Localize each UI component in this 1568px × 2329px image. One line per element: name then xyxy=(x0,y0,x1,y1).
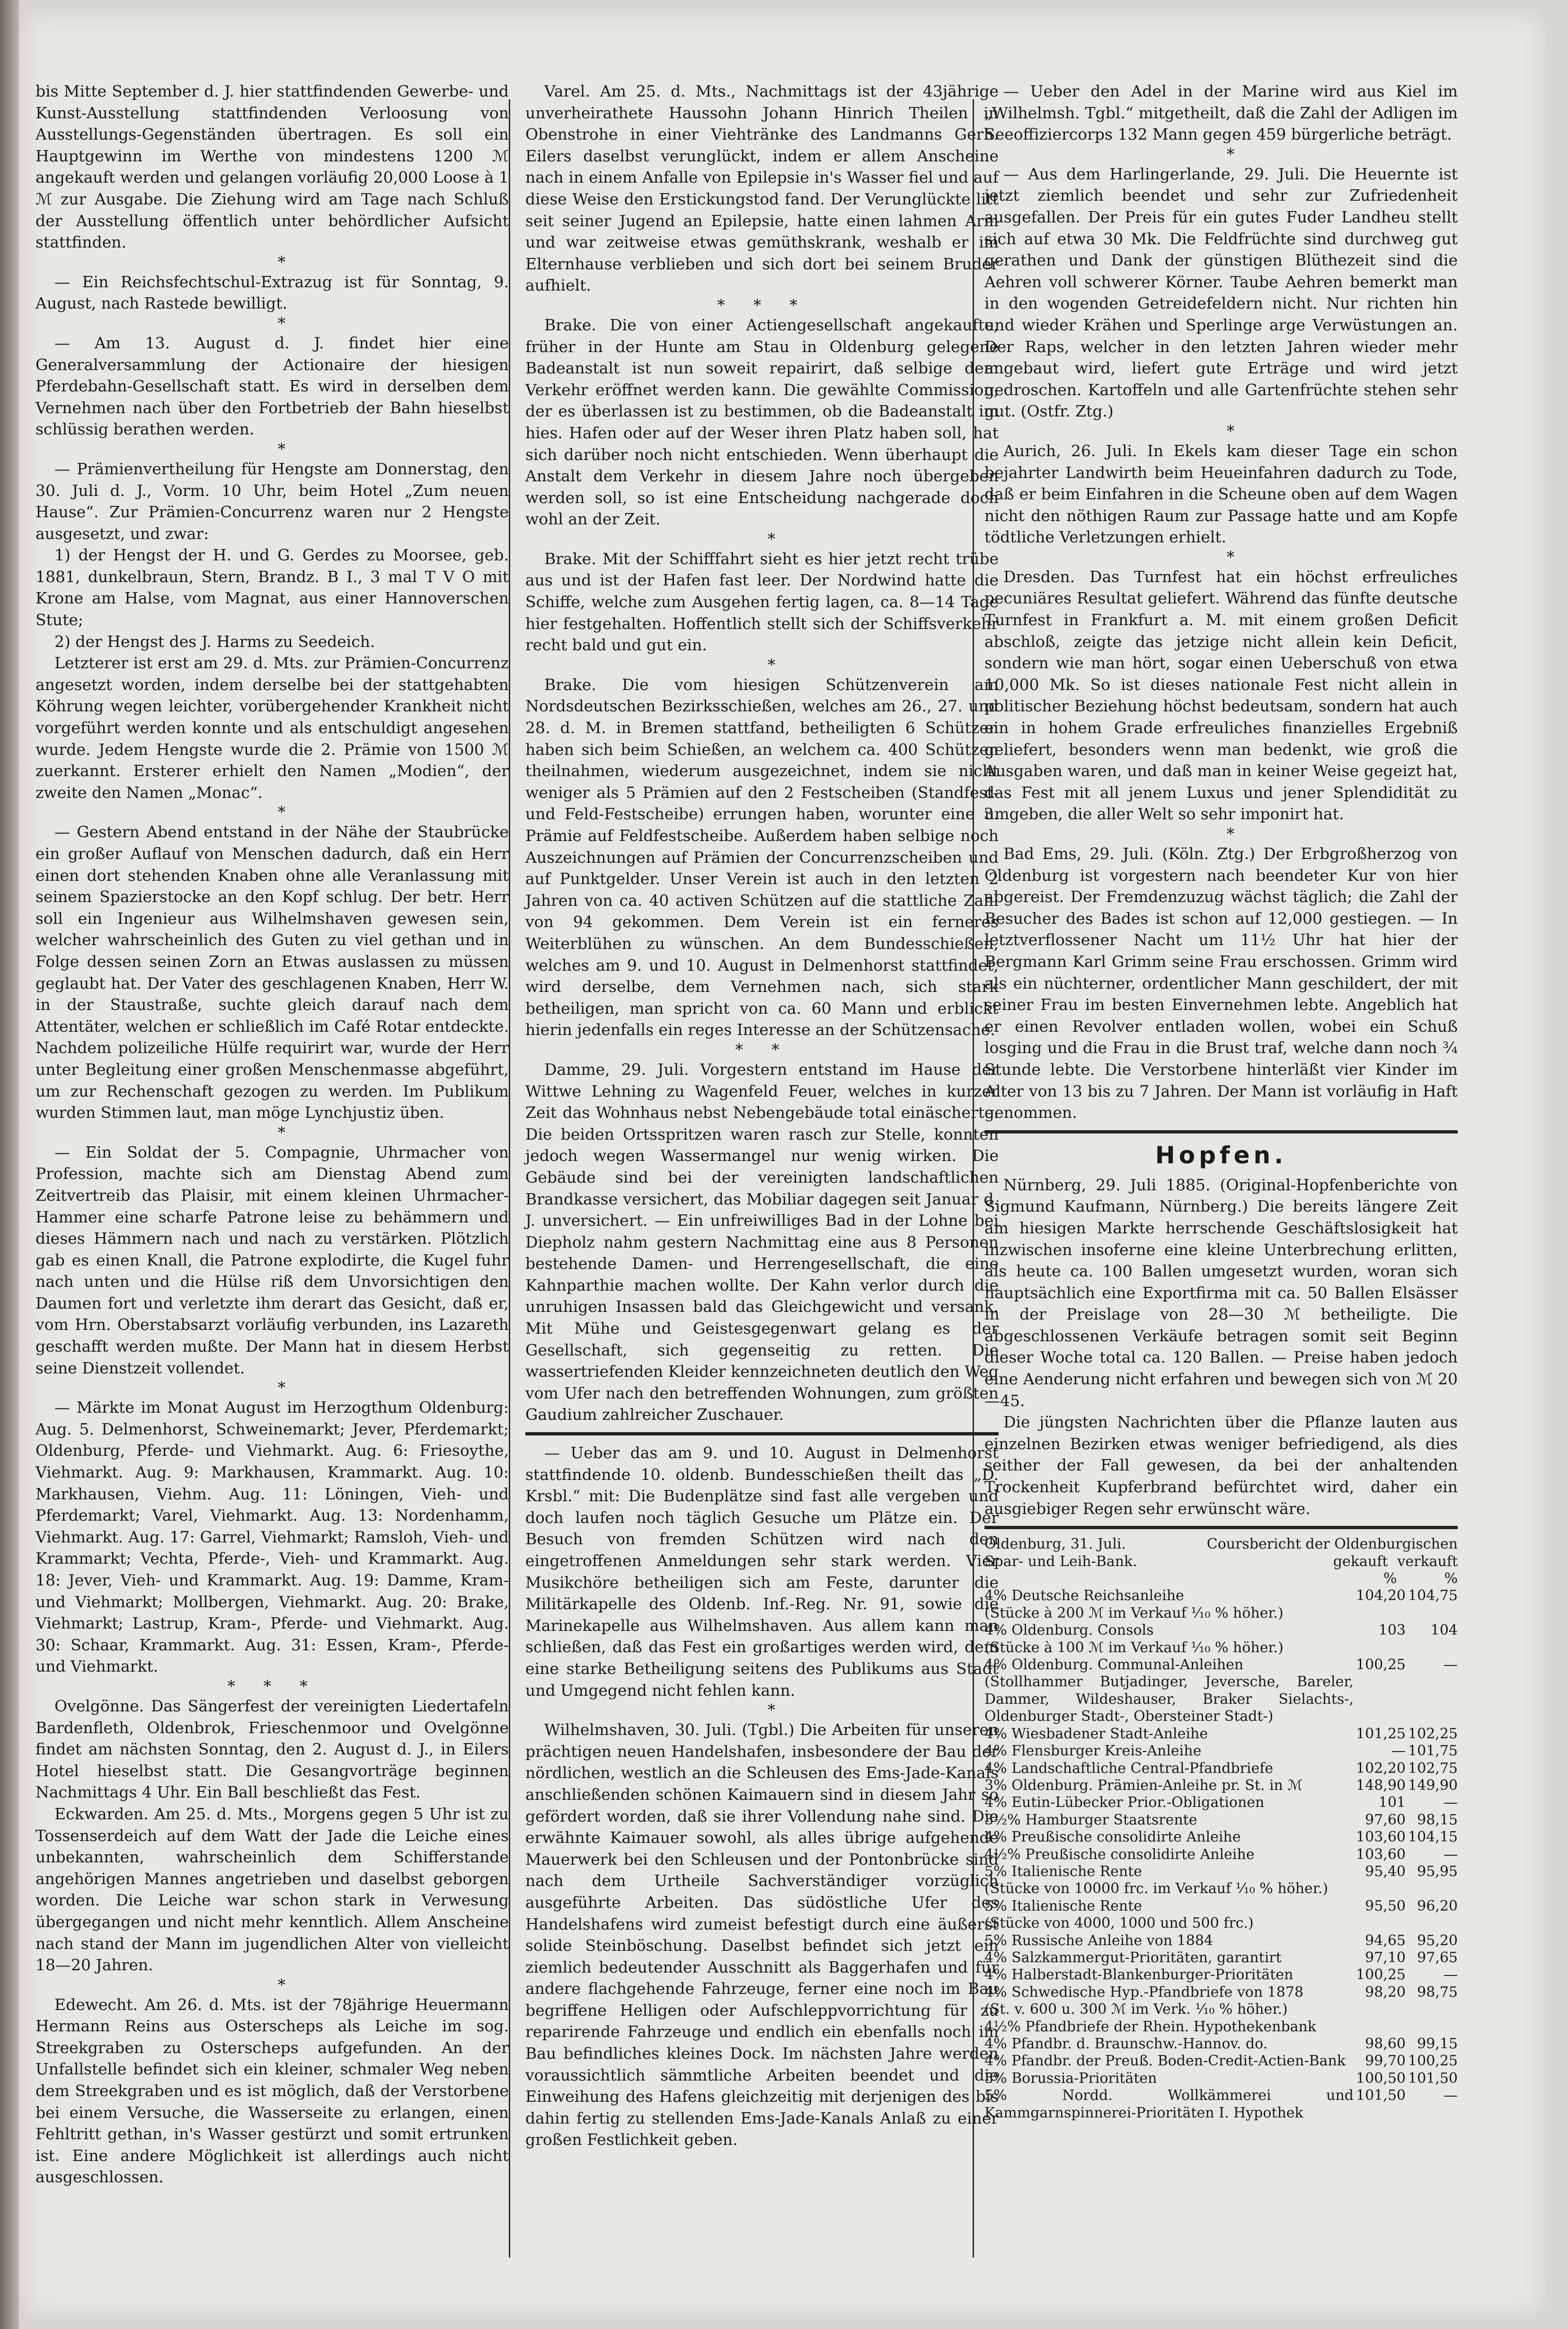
price-bought: 97,60 xyxy=(1365,1811,1406,1828)
price-bought: 104,20 xyxy=(1356,1587,1406,1604)
price-bought: 99,70 xyxy=(1365,2053,1406,2070)
price-sold: 95,20 xyxy=(1417,1932,1458,1949)
price-sold: 101,75 xyxy=(1408,1743,1458,1760)
table-row xyxy=(984,2036,1458,2053)
table-row xyxy=(984,1794,1458,1811)
table-row xyxy=(984,1949,1458,1966)
article: — Am 13. August d. J. findet hier eine Generalversammlung der Actionaire der hiesigen Pferdebahn-Gesellschaft statt. Es wird in derselben dem Vernehmen nach über den Fortbetrieb der Bahn hieselbst schlüssig berathen werden. xyxy=(35,333,509,439)
article: bis Mitte September d. J. hier stattfindenden Gewerbe- und Kunst-Ausstellung stattfindenden Verloosung von Ausstellungs-Gegenständen übertragen. Es soll ein Hauptgewinn im Werthe von mindestens 1200 ℳ angekauft werden und gelangen vorläufig 20,000 Loose à 1 ℳ zur Ausgabe. Die Ziehung wird am Tage nach Schluß der Ausstellung öffentlich unter behördlicher Aufsicht stattfinden. xyxy=(35,82,509,252)
separator: * xyxy=(277,803,286,822)
table-row xyxy=(984,2019,1458,2036)
security-name: 4% Oldenburg. Consols xyxy=(984,1622,1154,1639)
article: Aurich, 26. Juli. In Ekels kam dieser Tage ein schon bejahrter Landwirth beim Heueinfahren dadurch zu Tode, daß er beim Einfahren in die Scheune oben auf dem Wagen nicht den nöthigen Raum zur Passage hatte und am Kopfe tödtliche Verletzungen erhielt. xyxy=(984,441,1458,547)
price-bought: 100,25 xyxy=(1356,1966,1406,1984)
price-bought xyxy=(1354,2001,1406,2018)
separator: * xyxy=(767,529,776,548)
security-name: 4% Salzkammergut-Prioritäten, garantirt xyxy=(984,1949,1282,1966)
security-name: 4% Flensburger Kreis-Anleihe xyxy=(984,1743,1202,1760)
table-row xyxy=(984,1846,1458,1863)
divider xyxy=(984,1526,1458,1529)
security-name: 5% Italienische Rente xyxy=(984,1897,1143,1914)
article: Die jüngsten Nachrichten über die Pflanze lauten aus einzelnen Bezirken etwas weniger befriedigend, als dies seither der Fall gewesen, da bei der anhaltenden Trockenheit Kupferbrand befürchtet wird, daher ein ausgiebiger Regen sehr erwünscht wäre. xyxy=(984,1413,1458,1518)
separator: ** xyxy=(735,1040,808,1059)
security-name: 4% Pfandbr. d. Braunschw.-Hannov. do. xyxy=(984,2036,1268,2052)
article: — Gestern Abend entstand in der Nähe der Staubrücke ein großer Auflauf von Menschen dadurch, daß ein Herr einen dort stehenden Knaben ohne alle Veranlassung mit seinem Spazierstocke an den Kopf schlug. Der betr. Herr soll ein Ingenieur aus Wilhelmshaven gewesen sein, welcher wahrscheinlich des Guten zu viel gethan und in Folge dessen seinen Zorn an Etwas auslassen zu müssen geglaubt hat. Der Vater des geschlagenen Knaben, Herr W. in der Staustraße, suchte gleich darauf nach dem Attentäter, welchen er schließlich im Café Rotar entdeckte. Nachdem polizeiliche Hülfe requirirt war, wurde der Herr unter Begleitung einer großen Menschenmasse abgeführt, um zur Rechenschaft gezogen zu werden. Im Publikum wurden Stimmen laut, man möge Lynchjustiz üben. xyxy=(35,823,509,1122)
course-columns xyxy=(1333,1553,1458,1570)
security-name: 5% Borussia-Prioritäten xyxy=(984,2070,1157,2087)
separator: * xyxy=(1226,144,1235,163)
article: Dresden. Das Turnfest hat ein höchst erfreuliches pecuniäres Resultat geliefert. Während das fünfte deutsche Turnfest in Frankfurt a. M. mit einem großen Deficit abschloß, zeigte das jetzige nicht allein kein Deficit, sondern wie man hört, sogar einen Ueberschuß von etwa 10,000 Mk. So ist dieses nationale Fest nicht allein in politischer Beziehung höchst bedeutsam, sondern hat auch ein in hohem Grade erfreuliches finanzielles Ergebniß geliefert, besonders wenn man bedenkt, wie groß die Ausgaben waren, und daß man in keiner Weise gegeizt hat, das Fest mit all jenem Luxus und jener Splendidität zu umgeben, die aller Welt so sehr imponirt hat. xyxy=(984,567,1458,824)
price-bought xyxy=(1354,1639,1406,1656)
article: Varel. Am 25. d. Mts., Nachmittags ist der 43jährige unverheirathete Haussohn Johann Hinrich Theilen in Obenstrohe in einer Viehtränke des Landmanns Gerh. Eilers daselbst verunglückt, indem er allem Anscheine nach in einem Anfalle von Epilepsie in's Wasser fiel und auf diese Weise den Erstickungstod fand. Der Verunglückte litt seit seiner Jugend an Epilepsie, hatte einen lahmen Arm und war zeitweise etwas gemüthskrank, weshalb er im Elternhause verblieben und sich dort bei seinem Bruder aufhielt. xyxy=(525,82,999,295)
separator: * xyxy=(277,252,286,271)
security-name: 4% Halberstadt-Blankenburger-Prioritäten xyxy=(984,1966,1293,1984)
price-sold: — xyxy=(1444,1846,1458,1863)
price-sold: — xyxy=(1444,2087,1458,2104)
table-row xyxy=(984,1880,1458,1897)
security-name: 5% Russische Anleihe von 1884 xyxy=(984,1932,1213,1949)
article: Letzterer ist erst am 29. d. Mts. zur Prämien-Concurrenz angesetzt worden, indem derselbe bei der stattgehabten Köhrung wegen leichter, vorübergehender Krankheit nicht vorgeführt werden konnte und als entschuldigt angesehen wurde. Jedem Hengste wurde die 2. Prämie von 1500 ℳ zuerkannt. Ersterer erhielt den Namen „Modien“, der zweite den Namen „Monac“. xyxy=(35,654,509,802)
table-row xyxy=(984,1674,1458,1725)
price-sold: 96,20 xyxy=(1417,1897,1458,1914)
price-sold xyxy=(1406,1674,1458,1725)
price-bought: 100,25 xyxy=(1356,1656,1406,1674)
pct-buy: % xyxy=(1383,1570,1397,1587)
security-name: 4½% Pfandbriefe der Rhein. Hypothekenbank xyxy=(984,2018,1317,2035)
price-bought: 95,50 xyxy=(1365,1897,1406,1914)
table-row xyxy=(984,2070,1458,2087)
separator: * xyxy=(1226,421,1235,440)
security-name: (Stücke à 200 ℳ im Verkauf ¹⁄₁₀ % höher.) xyxy=(984,1604,1284,1621)
price-sold: — xyxy=(1444,1966,1458,1984)
price-sold: 99,15 xyxy=(1417,2036,1458,2052)
separator: * xyxy=(277,1123,286,1142)
price-sold: 100,25 xyxy=(1408,2053,1458,2070)
security-name: 4% Preußische consolidirte Anleihe xyxy=(984,1829,1241,1846)
table-row xyxy=(984,1932,1458,1949)
book-spine xyxy=(0,0,19,2329)
price-bought: 100,50 xyxy=(1356,2070,1406,2087)
col-sell-label: verkauft xyxy=(1397,1553,1458,1570)
price-bought: 101 xyxy=(1378,1794,1406,1811)
security-name: 4% Pfandbr. der Preuß. Boden-Credit-Actien-Bank xyxy=(984,2053,1346,2070)
course-bank: Spar- und Leih-Bank. xyxy=(984,1553,1137,1570)
table-row xyxy=(984,1915,1458,1932)
security-name: 4½% Preußische consolidirte Anleihe xyxy=(984,1846,1255,1863)
article: 1) der Hengst der H. und G. Gerdes zu Moorsee, geb. 1881, dunkelbraun, Stern, Brandz. B I., 3 mal T V O mit Krone am Halse, vom Magnat, aus einer Hannoverschen Stute; xyxy=(35,546,509,629)
table-row xyxy=(984,2001,1458,2018)
column-1 xyxy=(35,80,509,2188)
price-sold: 95,95 xyxy=(1417,1863,1458,1880)
column-rule xyxy=(509,99,510,2258)
course-title: Coursbericht der Oldenburgischen xyxy=(1206,1536,1458,1553)
article: 2) der Hengst des J. Harms zu Seedeich. xyxy=(54,632,375,651)
article: — Ueber das am 9. und 10. August in Delmenhorst stattfindende 10. oldenb. Bundesschießen theilt das „D. Krsbl.“ mit: Die Budenplätze sind fast alle vergeben und doch laufen noch täglich Gesuche um Plätze ein. Der Besuch von fremden Schützen wird nach den eingetroffenen Anmeldungen sehr stark werden. Vier Musikchöre betheiligen sich am Feste, darunter die Militärkapelle des Oldenb. Inf.-Reg. Nr. 91, sowie die Marinekapelle aus Wilhelmshaven. Aus allem kann man schließen, daß das Fest ein großartiges werden wird, dem eine starke Betheiligung seitens des Publikums aus Stadt und Umgegend nicht fehlen kann. xyxy=(525,1443,999,1700)
price-bought: 103,60 xyxy=(1356,1846,1406,1863)
table-row xyxy=(984,1605,1458,1622)
price-sold: 102,75 xyxy=(1408,1760,1458,1777)
course-table xyxy=(984,1587,1458,2122)
section-title-hopfen: Hopfen. xyxy=(1155,1141,1287,1169)
separator: * xyxy=(277,313,286,332)
divider xyxy=(525,1432,999,1435)
price-sold: 102,25 xyxy=(1408,1725,1458,1742)
separator: * xyxy=(277,1378,286,1397)
column-2 xyxy=(525,80,999,2151)
article: Brake. Die von einer Actiengesellschaft angekaufte, früher in der Hunte am Stau in Oldenburg gelegene Badeanstalt ist nun soweit repairirt, daß selbige dem Verkehr eröffnet werden kann. Die gewählte Commission, der es überlassen ist zu bestimmen, ob die Badeanstalt im hies. Hafen oder auf der Weser ihren Platz haben soll, hat sich darüber noch nicht entschieden. Wenn überhaupt die Anstalt dem Verkehr in diesem Jahre noch übergeben werden soll, so ist eine Entscheidung nachgerade doch wohl an der Zeit. xyxy=(525,315,999,529)
table-row xyxy=(984,1984,1458,2001)
price-bought: 94,65 xyxy=(1365,1932,1406,1949)
column-3 xyxy=(984,80,1458,2122)
price-bought: 102,20 xyxy=(1356,1760,1406,1777)
article: Eckwarden. Am 25. d. Mts., Morgens gegen 5 Uhr ist zu Tossenserdeich auf dem Watt der Jade die Leiche eines unbekannten, wahrscheinlich dem Schifferstande angehörigen Mannes angetrieben und daselbst geborgen worden. Die Leiche war schon stark in Verwesung übergegangen und nicht mehr kenntlich. Allem Anscheine nach stand der Mann im jugendlichen Alter von vielleicht 18—20 Jahren. xyxy=(35,1804,509,1975)
price-sold: 98,75 xyxy=(1417,1984,1458,2001)
article: Ovelgönne. Das Sängerfest der vereinigten Liedertafeln Bardenfleth, Oldenbrok, Frieschenmoor und Ovelgönne findet am nächsten Sonntag, den 2. August d. J., in Eilers Hotel hieselbst statt. Die Gesangvorträge beginnen Nachmittags 4 Uhr. Ein Ball beschließt das Fest. xyxy=(35,1696,509,1802)
col-buy-label: gekauft xyxy=(1333,1553,1388,1570)
table-row xyxy=(984,1812,1458,1829)
price-sold xyxy=(1406,1880,1458,1897)
course-subheader xyxy=(984,1553,1458,1570)
table-row xyxy=(984,1639,1458,1656)
price-bought xyxy=(1354,2019,1406,2036)
price-sold: — xyxy=(1444,1656,1458,1674)
table-row xyxy=(984,1829,1458,1846)
price-sold xyxy=(1406,2019,1458,2036)
separator: * xyxy=(1226,824,1235,843)
article: Wilhelmshaven, 30. Juli. (Tgbl.) Die Arbeiten für unseren prächtigen neuen Handelshafen, insbesondere der Bau der nördlichen, westlich an die Schleusen des Ems-Jade-Kanals anschließenden schönen Kaimauern sind in diesem Jahr so gefördert worden, daß sie ihrer Vollendung nahe sind. Die erwähnte Kaimauer sowohl, als alles übrige aufgehende Mauerwerk bei den Schleusen und der Pontonbrücke sind nach dem Urtheile Sachverständiger vorzüglich ausgeführte Arbeiten. Das südöstliche Ufer des Handelshafens wird zumeist befestigt durch eine äußerst solide Steinböschung. Daselbst befindet sich jetzt ein ziemlich bedeutender Ausschnitt als Baggerhafen und für andere flachgehende Fahrzeuge, ferner eine noch im Bau begriffene Helligen oder Aufschleppvorrichtung für zu reparirende Fahrzeuge und endlich ein ebenfalls noch im Bau befindliches kleines Dock. Im nächsten Jahre werden voraussichtlich sämmtliche Arbeiten beendet und die Einweihung des Hafens gleichzeitig mit derjenigen des bis dahin fertig zu stellenden Ems-Jade-Kanals Anlaß zu einer großen Festlichkeit geben. xyxy=(525,1720,999,2149)
separator: * xyxy=(767,1700,776,1719)
separator: *** xyxy=(227,1676,336,1695)
price-bought: 97,10 xyxy=(1365,1949,1406,1966)
price-bought: 103,60 xyxy=(1356,1829,1406,1846)
article: — Ein Soldat der 5. Compagnie, Uhrmacher von Profession, machte sich am Dienstag Abend zum Zeitvertreib das Plaisir, mit einem kleinen Uhrmacher-Hammer eine scharfe Patrone leise zu behämmern und dieses Hämmern nach und nach zu verstärken. Plötzlich gab es einen Knall, die Patrone explodirte, die Kugel fuhr nach unten und die Hülse riß dem Unvorsichtigen den Daumen fort und verletzte ihm derart das Gesicht, daß er, vom Hrn. Oberstabsarzt vorläufig verbunden, ins Lazareth geschafft werden mußte. Der Mann hat in diesem Herbst seine Dienstzeit vollendet. xyxy=(35,1142,509,1377)
table-row xyxy=(984,2053,1458,2070)
article: Brake. Die vom hiesigen Schützenverein am Nordsdeutschen Bezirksschießen, welches am 26., 27. und 28. d. M. in Bremen stattfand, betheiligten 6 Schützen haben sich beim Schießen, an welchem ca. 400 Schützen theilnahmen, wiederum ausgezeichnet, indem sie nicht weniger als 5 Prämien auf den 2 Festscheiben (Standfest- und Feld-Festscheibe) errungen haben, worunter eine 3. Prämie auf Feldfestscheibe. Außerdem haben selbige noch Auszeichnungen auf Prämien der Concurrenzscheiben und auf Punktgelder. Unser Verein ist auch in den letzten 2 Jahren von ca. 40 activen Schützen auf die stattliche Zahl von 94 gekommen. Dem Verein ist ein ferneres Weiterblühen zu wünschen. An dem Bundesschießen, welches am 9. und 10. August in Delmenhorst stattfindet, wird derselbe, dem Vernehmen nach, sich stark betheiligen, man spricht von ca. 60 Mann und erblickt hierin jedenfalls ein reges Interesse an der Schützensache. xyxy=(525,675,999,1039)
separator: * xyxy=(1226,547,1235,566)
course-table-body xyxy=(984,1587,1458,2122)
table-row xyxy=(984,1760,1458,1777)
table-row xyxy=(984,1863,1458,1880)
price-sold: 101,50 xyxy=(1408,2070,1458,2087)
price-bought xyxy=(1354,1605,1406,1622)
price-bought: 101,25 xyxy=(1356,1725,1406,1742)
table-row xyxy=(984,1656,1458,1674)
price-sold xyxy=(1406,1915,1458,1932)
price-sold: 97,65 xyxy=(1417,1949,1458,1966)
divider xyxy=(984,1130,1458,1134)
price-bought: — xyxy=(1391,1743,1406,1760)
course-pct xyxy=(1383,1570,1458,1587)
article: — Märkte im Monat August im Herzogthum Oldenburg: Aug. 5. Delmenhorst, Schweinemarkt; Jever, Pferdemarkt; Oldenburg, Pferde- und Viehmarkt. Aug. 6: Friesoythe, Viehmarkt. Aug. 9: Markhausen, Krammarkt. Aug. 10: Markhausen, Viehm. Aug. 11: Löningen, Vieh- und Pferdemarkt; Varel, Viehmarkt. Aug. 13: Nordenhamm, Viehmarkt. Aug. 17: Garrel, Viehmarkt; Ramsloh, Vieh- und Krammarkt; Vechta, Pferde-, Vieh- und Krammarkt. Aug. 18: Jever, Vieh- und Krammarkt. Aug. 19: Damme, Kram- und Viehmarkt; Mollbergen, Viehmarkt. Aug. 20: Brake, Viehmarkt; Lastrup, Kram-, Pferde- und Viehmarkt. Aug. 30: Schaar, Krammarkt. Aug. 31: Essen, Kram-, Pferde- und Viehmarkt. xyxy=(35,1398,509,1676)
article: Brake. Mit der Schifffahrt sieht es hier jetzt recht trübe aus und ist der Hafen fast leer. Der Nordwind hatte die Schiffe, welche zum Ausgehen fertig lagen, ca. 8—14 Tage hier festgehalten. Hoffentlich stellt sich der Schiffsverkehr recht bald und gut ein. xyxy=(525,549,999,655)
price-sold: 98,15 xyxy=(1417,1811,1458,1828)
table-row xyxy=(984,1587,1458,1604)
table-row xyxy=(984,1622,1458,1639)
price-bought: 95,40 xyxy=(1365,1863,1406,1880)
security-name: 4% Landschaftliche Central-Pfandbriefe xyxy=(984,1760,1274,1777)
table-row xyxy=(984,1726,1458,1743)
table-row xyxy=(984,1966,1458,1984)
price-sold xyxy=(1406,1605,1458,1622)
separator: * xyxy=(277,1975,286,1994)
article: — Prämienvertheilung für Hengste am Donnerstag, den 30. Juli d. J., Vorm. 10 Uhr, beim Hotel „Zum neuen Hause“. Zur Prämien-Concurrenz waren nur 2 Hengste ausgesetzt, und zwar: xyxy=(35,459,509,543)
price-bought xyxy=(1354,1674,1406,1725)
price-bought xyxy=(1354,1880,1406,1897)
price-sold: 149,90 xyxy=(1408,1777,1458,1794)
table-row xyxy=(984,2087,1458,2122)
table-row xyxy=(984,1777,1458,1794)
table-row xyxy=(984,1743,1458,1760)
security-name: (Stücke von 10000 frc. im Verkauf ¹⁄₁₀ % höher.) xyxy=(984,1880,1329,1897)
security-name: 3% Oldenburg. Prämien-Anleihe pr. St. in ℳ xyxy=(984,1777,1303,1794)
article: — Ueber den Adel in der Marine wird aus Kiel im „Wilhelmsh. Tgbl.“ mitgetheilt, daß die Zahl der Adligen im Seeoffiziercorps 132 Mann gegen 459 bürgerliche beträgt. xyxy=(984,82,1458,144)
price-bought: 148,90 xyxy=(1356,1777,1406,1794)
security-name: (St. v. 600 u. 300 ℳ im Verk. ¹⁄₁₀ % höher.) xyxy=(984,2001,1288,2018)
security-name: 4% Deutsche Reichsanleihe xyxy=(984,1587,1184,1604)
security-name: (Stücke à 100 ℳ im Verkauf ¹⁄₁₀ % höher.) xyxy=(984,1639,1284,1656)
separator: *** xyxy=(717,295,826,314)
course-pct-row xyxy=(984,1570,1458,1587)
price-bought: 103 xyxy=(1378,1622,1406,1639)
price-bought: 98,20 xyxy=(1365,1984,1406,2001)
security-name: 4% Schwedische Hyp.-Pfandbriefe von 1878 xyxy=(984,1984,1304,2001)
article: Bad Ems, 29. Juli. (Köln. Ztg.) Der Erbgroßherzog von Oldenburg ist vorgestern nach beendeter Kur von hier abgereist. Der Fremdenzuzug wächst täglich; die Zahl der Besucher des Bades ist schon auf 12,000 gestiegen. — In letztverflossener Nacht um 11½ Uhr hat hier der Bergmann Karl Grimm seine Frau erschossen. Grimm wird als ein nüchterner, ordentlicher Mann geschildert, der mit seiner Frau im besten Einvernehmen lebte. Angeblich hat er einen Revolver entladen wollen, wobei ein Schuß losging und die Frau in die Brust traf, welche dann noch ¾ Stunde lebte. Die Verstorbene hinterläßt vier Kinder im Alter von 13 bis zu 7 Jahren. Der Mann ist vorläufig in Haft genommen. xyxy=(984,844,1458,1122)
course-header xyxy=(984,1536,1458,1553)
security-name: 4% Oldenburg. Communal-Anleihen xyxy=(984,1656,1244,1674)
article: — Ein Reichsfechtschul-Extrazug ist für Sonntag, 9. August, nach Rastede bewilligt. xyxy=(35,272,509,313)
security-name: (Stollhammer Butjadinger, Jeversche, Bareler, Dammer, Wildeshauser, Braker Sielachts-, Oldenburger Stadt-, Obersteiner Stadt-) xyxy=(984,1674,1354,1725)
price-sold xyxy=(1406,2001,1458,2018)
separator: * xyxy=(767,655,776,674)
price-bought xyxy=(1354,1915,1406,1932)
price-bought: 101,50 xyxy=(1356,2087,1406,2104)
article: Nürnberg, 29. Juli 1885. (Original-Hopfenberichte von Sigmund Kaufmann, Nürnberg.) Die bereits längere Zeit am hiesigen Markte herrschende Geschäftslosigkeit hat inzwischen insoferne eine kleine Unterbrechung erlitten, als heute ca. 100 Ballen umgesetzt wurden, woran sich hauptsächlich eine Exportfirma mit ca. 50 Ballen Elsässer in der Preislage von 28—30 ℳ betheiligte. Die abgeschlossenen Verkäufe betragen somit seit Beginn dieser Woche total ca. 120 Ballen. — Preise haben jedoch eine Aenderung nicht erfahren und bewegen sich von ℳ 20—45. xyxy=(984,1175,1458,1410)
security-name: (Stücke von 4000, 1000 und 500 frc.) xyxy=(984,1915,1254,1932)
price-sold xyxy=(1406,1639,1458,1656)
price-sold: 104,15 xyxy=(1408,1829,1458,1846)
table-row xyxy=(984,1898,1458,1915)
security-name: 5% Nordd. Wollkämmerei und Kammgarnspinnerei-Prioritäten I. Hypothek xyxy=(984,2087,1354,2121)
price-sold: 104 xyxy=(1430,1622,1458,1639)
article: Edewecht. Am 26. d. Mts. ist der 78jährige Heuermann Hermann Reins aus Osterscheps als Leiche im sog. Streekgraben zu Osterscheps aufgefunden. An der Unfallstelle befindet sich ein kleiner, schmaler Weg neben dem Streekgraben und es ist möglich, daß der Verstorbene bei einem Versuche, die Wasserseite zu erlangen, einen Fehltritt gethan, in's Wasser gestürzt und somit ertrunken ist. Eine andere Möglichkeit ist allerdings auch nicht ausgeschlossen. xyxy=(35,1995,509,2187)
article: Damme, 29. Juli. Vorgestern entstand im Hause der Wittwe Lehning zu Wagenfeld Feuer, welches in kurzer Zeit das Wohnhaus nebst Nebengebäude total einäscherte. Die beiden Ortsspritzen waren rasch zur Stelle, konnten jedoch wegen Wassermangel nur wenig wirken. Die Gebäude sind bei der vereinigten landschaftlichen Brandkasse versichert, das Mobiliar dagegen seit Januar d. J. unversichert. — Ein unfreiwilliges Bad in der Lohne bei Diepholz nahm gestern Nachmittag eine aus 8 Personen bestehende Damen- und Herrengesellschaft, die eine Kahnparthie machen wollte. Der Kahn verlor durch die unruhigen Insassen bald das Gleichgewicht und versank. Mit Mühe und Geistesgegenwart gelang es der Gesellschaft, sich gegenseitig zu retten. Die wassertriefenden Kleider kennzeichneten deutlich den Weg vom Ufer nach den betreffenden Wohnungen, zum größten Gaudium zahlreicher Zuschauer. xyxy=(525,1060,999,1424)
price-bought: 98,60 xyxy=(1365,2036,1406,2052)
price-sold: — xyxy=(1444,1794,1458,1811)
security-name: 4% Eutin-Lübecker Prior.-Obligationen xyxy=(984,1794,1265,1811)
pct-sell: % xyxy=(1444,1570,1458,1587)
article: — Aus dem Harlingerlande, 29. Juli. Die Heuernte ist jetzt ziemlich beendet und sehr zur Zufriedenheit ausgefallen. Der Preis für ein gutes Fuder Landheu stellt sich auf etwa 30 Mk. Die Feldfrüchte sind durchweg gut gerathen und Dank der günstigen Blüthezeit sind die Aehren voll schwerer Körner. Taube Aehren bemerkt man in den wogenden Getreidefeldern nicht. Nur richten hin und wieder Krähen und Sperlinge arge Verwüstungen an. Der Raps, welcher in den letzten Jahren wieder mehr angebaut wird, liefert gute Erträge und wird jetzt gedroschen. Kartoffeln und alle Gartenfrüchte stehen sehr gut. (Ostfr. Ztg.) xyxy=(984,164,1458,421)
price-sold: 104,75 xyxy=(1408,1587,1458,1604)
course-date: Oldenburg, 31. Juli. xyxy=(984,1536,1126,1553)
separator: * xyxy=(277,439,286,458)
security-name: 5% Italienische Rente xyxy=(984,1863,1143,1880)
security-name: 3½% Hamburger Staatsrente xyxy=(984,1811,1197,1828)
security-name: 4% Wiesbadener Stadt-Anleihe xyxy=(984,1725,1208,1742)
course-report xyxy=(984,1536,1458,2122)
